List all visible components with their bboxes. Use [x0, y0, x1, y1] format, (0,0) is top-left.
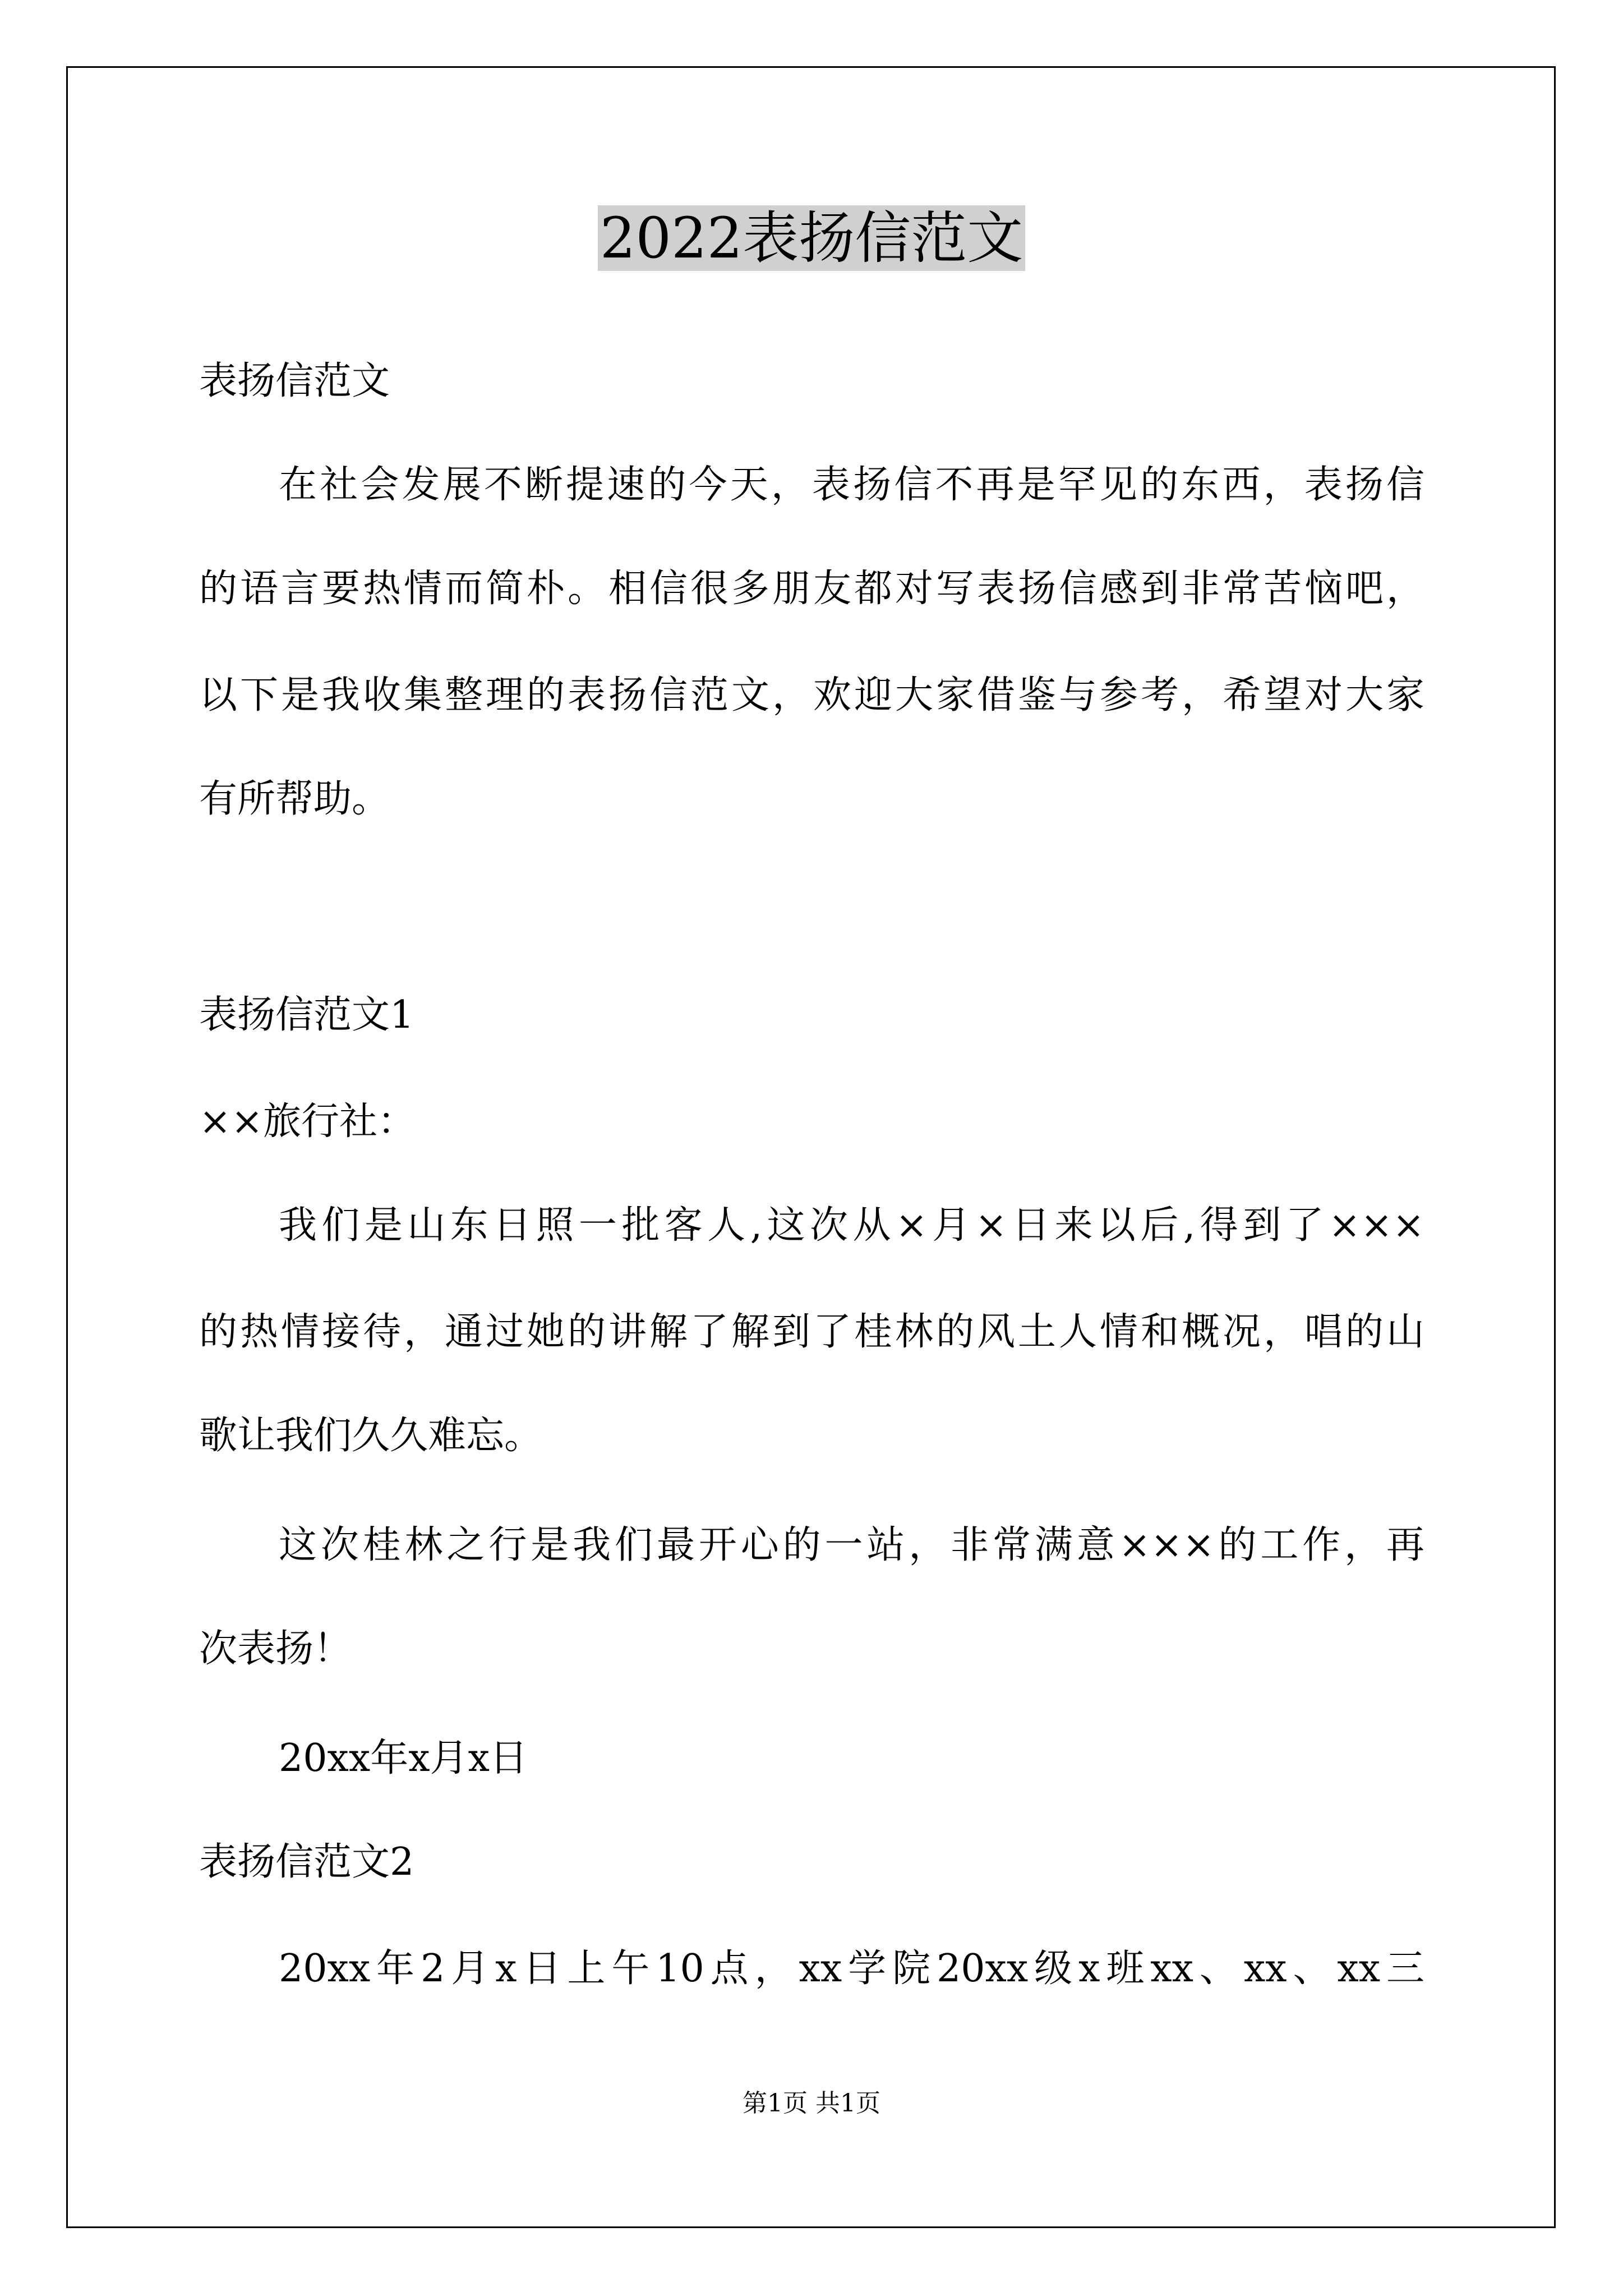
paragraph-line: 20xx年2月x日上午10点，xx学院20xx级x班xx、xx、xx三: [279, 1947, 1424, 1991]
paragraph-line: 的热情接待，通过她的讲解了解到了桂林的风土人情和概况，唱的山: [199, 1310, 1424, 1354]
paragraph-line: 我们是山东日照一批客人,这次从×月×日来以后,得到了×××: [279, 1203, 1424, 1248]
paragraph-line: 次表扬！: [199, 1627, 352, 1671]
section-heading-2: 表扬信范文2: [199, 1840, 414, 1884]
page-footer: 第1页 共1页: [743, 2089, 880, 2118]
letter-addressee: ××旅行社：: [199, 1099, 416, 1144]
heading-intro: 表扬信范文: [199, 359, 390, 403]
paragraph-line: 的语言要热情而简朴。相信很多朋友都对写表扬信感到非常苦恼吧，: [199, 567, 1424, 611]
section-heading-1: 表扬信范文1: [199, 993, 414, 1037]
document-title-text: 2022表扬信范文: [598, 205, 1026, 271]
paragraph-line: 在社会发展不断提速的今天，表扬信不再是罕见的东西，表扬信: [279, 463, 1424, 507]
paragraph-line: 这次桂林之行是我们最开心的一站，非常满意×××的工作，再: [279, 1523, 1424, 1567]
paragraph-line: 歌让我们久久难忘。: [199, 1414, 543, 1458]
paragraph-line: 有所帮助。: [199, 777, 390, 821]
letter-date: 20xx年x月x日: [279, 1736, 528, 1780]
paragraph-line: 以下是我收集整理的表扬信范文，欢迎大家借鉴与参考，希望对大家: [199, 673, 1424, 717]
document-title: [0, 196, 1623, 280]
